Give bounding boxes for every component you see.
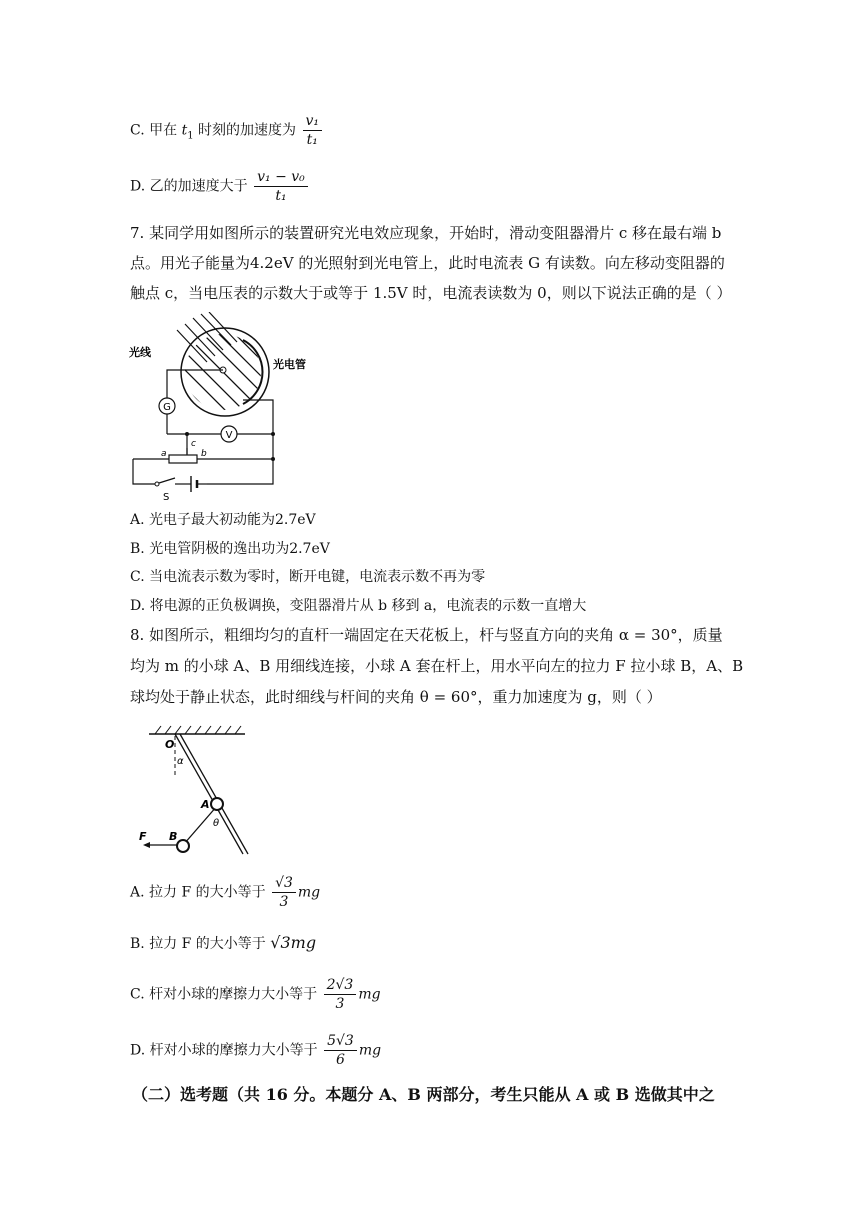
fraction: $\frac{√3}{3}$ [272,874,296,911]
q8-option-d: D. 杆对小球的摩擦力大小等于 $\frac{5√3}{6}$ mg [130,1033,382,1068]
svg-text:c: c [191,439,196,449]
svg-text:V: V [225,430,233,441]
fraction: $\frac{\text{v₁ − v₀}}{\text{t₁}}$ [254,168,308,205]
q6-option-c: C. 甲在 $t_1$ 时刻的加速度为 $\frac{\text{v₁}}{\text{t₁}}$ [130,112,324,149]
q8-option-a: A. 拉力 F 的大小等于 $\frac{√3}{3}$ mg [130,875,321,910]
rod [175,734,243,854]
svg-text:B: B [169,830,178,843]
q7-option-a: A. 光电子最大初动能为2.7eV [130,512,316,528]
q8-option-c: C. 杆对小球的摩擦力大小等于 $\frac{2√3}{3}$ mg [130,977,381,1012]
rod-balls-figure [135,722,265,862]
q7-option-c: C. 当电流表示数为零时，断开电键，电流表示数不再为零 [130,569,486,585]
ball-a [211,798,223,810]
q8-stem-line-3: 球均处于静止状态，此时细线与杆间的夹角 θ = 60°，重力加速度为 g，则（ ） [130,688,662,706]
svg-text:O: O [165,738,175,751]
fraction: $\frac{\text{v₁}}{\text{t₁}}$ [303,112,323,149]
light-rays [177,312,237,362]
rheostat [169,455,197,463]
svg-text:b: b [201,449,207,459]
q7-option-d: D. 将电源的正负极调换，变阻器滑片从 b 移到 a，电流表的示数一直增大 [130,598,587,614]
q7-stem-line-1: 7. 某同学用如图所示的装置研究光电效应现象，开始时，滑动变阻器滑片 c 移在最右端 b [130,224,722,242]
svg-text:光电管: 光电管 [273,358,306,371]
svg-text:α: α [177,756,184,767]
svg-text:G: G [163,402,171,413]
fraction: $\frac{5√3}{6}$ [324,1032,357,1069]
q7-stem-line-2: 点。用光子能量为4.2eV 的光照射到光电管上，此时电流表 G 有读数。向左移动变阻器的 [130,254,725,272]
svg-text:S: S [163,492,170,502]
fraction: $\frac{2√3}{3}$ [324,976,357,1013]
svg-text:A: A [201,798,210,811]
ball-b [177,840,189,852]
q8-stem-line-1: 8. 如图所示，粗细均匀的直杆一端固定在天花板上，杆与竖直方向的夹角 α = 30°，质量 [130,626,723,644]
q7-stem-line-3: 触点 c，当电压表的示数大于或等于 1.5V 时，电流表读数为 0，则以下说法正确的是（ ） [130,284,732,302]
svg-text:光线: 光线 [129,346,151,359]
svg-text:F: F [139,830,147,843]
q8-stem-line-2: 均为 m 的小球 A、B 用细线连接，小球 A 套在杆上，用水平向左的拉力 F 拉小球 B，A、B [130,657,744,675]
q6-option-d: D. 乙的加速度大于 $\frac{\text{v₁ − v₀}}{\text{t₁}}$ [130,168,310,205]
section-heading: （二）选考题（共 16 分。本题分 A、B 两部分，考生只能从 A 或 B 选做其中之 [132,1085,715,1104]
q8-option-b: B. 拉力 F 的大小等于 √3mg [130,933,317,952]
svg-text:θ: θ [213,818,220,829]
q7-option-b: B. 光电管阴极的逸出功为2.7eV [130,541,330,557]
photoelectric-circuit-figure [125,312,325,502]
svg-text:a: a [161,449,167,459]
